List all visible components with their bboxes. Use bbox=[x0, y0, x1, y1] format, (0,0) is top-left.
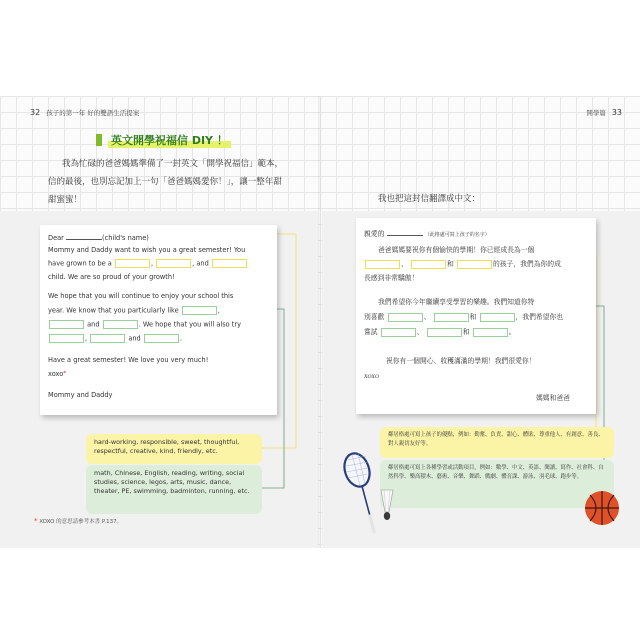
section-title-text: 英文開學祝福信 DIY ！ bbox=[108, 132, 231, 148]
zh-line-4: 長感到非常驕傲！ bbox=[364, 274, 419, 282]
en-dear: Dear bbox=[48, 234, 64, 242]
left-page-number: 32 bbox=[30, 108, 41, 117]
zh-subject-blank-3 bbox=[480, 313, 515, 322]
english-letter-card bbox=[40, 225, 277, 415]
en-and-3: and bbox=[128, 334, 141, 343]
footnote-asterisk-icon: * bbox=[34, 517, 38, 525]
zh-subject-blank-1 bbox=[388, 313, 423, 322]
book-spread bbox=[0, 96, 640, 548]
intro-line-2: 信的最後，也別忘記加上一句「爸爸媽媽愛你！」，讓一整年甜 bbox=[48, 177, 282, 187]
en-line-2: Mommy and Daddy want to wish you a great semester! You bbox=[48, 246, 246, 254]
zh-line-3 bbox=[364, 258, 561, 269]
trait-blank-3 bbox=[212, 259, 247, 268]
subject-blank-1 bbox=[182, 306, 217, 315]
right-page-number: 33 bbox=[611, 108, 622, 117]
section-title bbox=[96, 132, 231, 148]
zh-sep-1: 、 bbox=[401, 260, 408, 268]
basketball-icon bbox=[582, 488, 622, 528]
zh-he-2: 和 bbox=[469, 313, 477, 321]
name-blank bbox=[66, 233, 102, 240]
en-line-4: child. We are so proud of your growth! bbox=[48, 273, 175, 281]
translation-intro: 我也把這封信翻譯成中文： bbox=[378, 194, 481, 204]
book-gutter bbox=[318, 96, 322, 548]
zh-line-6 bbox=[364, 311, 563, 322]
zh-signature: 媽媽和爸爸 bbox=[536, 394, 570, 402]
zh-name-note: （此格處可寫上孩子的名字） bbox=[424, 232, 490, 238]
en-like-text: year. We know that you particularly like bbox=[48, 306, 179, 315]
zh-like: 別喜歡 bbox=[364, 313, 385, 321]
zh-subject-blank-2 bbox=[434, 313, 469, 322]
footnote-text: XOXO 的意思請參考本書 P.137。 bbox=[39, 519, 123, 525]
subject-blank-3 bbox=[103, 320, 138, 329]
intro-paragraph bbox=[48, 155, 294, 209]
right-running-title: 開學篇 bbox=[586, 109, 606, 117]
en-xoxo: xoxo bbox=[48, 370, 64, 378]
zh-he-1: 和 bbox=[446, 260, 454, 268]
en-and-2: and bbox=[87, 320, 100, 329]
chinese-subjects-box: 鄰居格處可寫上各種學習或活動項目，例如：數學、中文、英語、閱讀、寫作、社會科、自然科學、樂高積木、藝術、音樂、舞蹈、戲劇、體育課、游泳、羽毛球、跑步等。 bbox=[380, 460, 614, 508]
en-and: , and bbox=[192, 259, 209, 268]
zh-trait-blank-1 bbox=[365, 260, 400, 269]
left-page-header bbox=[30, 108, 139, 117]
en-line-1 bbox=[48, 233, 149, 242]
zh-line-8: 祝你有一個開心、收穫滿滿的學期！我們很愛你！ bbox=[386, 357, 536, 365]
subject-blank-2 bbox=[49, 320, 84, 329]
badminton-racket-icon bbox=[340, 448, 380, 538]
shuttlecock-icon bbox=[378, 488, 396, 522]
intro-line-3: 甜蜜蜜！ bbox=[48, 195, 83, 205]
zh-trait-blank-3 bbox=[457, 260, 492, 269]
intro-line-1: 我為忙碌的爸爸媽媽準備了一封英文「開學祝福信」範本， bbox=[62, 159, 284, 169]
zh-xoxo: XOXO bbox=[364, 374, 380, 380]
english-traits-box: hard-working, responsible, sweet, thoughtful, respectful, creative, kind, friendly, etc. bbox=[86, 434, 262, 464]
zh-trait-blank-2 bbox=[411, 260, 446, 269]
zh-subject-blank-5 bbox=[427, 328, 462, 337]
zh-hope: ，我們希望你也 bbox=[515, 313, 564, 321]
chinese-traits-box: 鄰居格處可寫上孩子的優點，例如：勤奮、負責、甜心、體貼、尊重他人、有創意、善良、對人親切友好等。 bbox=[380, 427, 614, 458]
asterisk-icon: * bbox=[63, 370, 67, 377]
en-line-10 bbox=[48, 370, 66, 378]
chinese-letter-card bbox=[356, 218, 596, 414]
en-try-text: . We hope that you will also try bbox=[138, 320, 241, 329]
zh-sep-2: 、 bbox=[423, 313, 431, 321]
zh-growth: 的孩子，我們為你的成 bbox=[492, 260, 561, 268]
en-childs-name: (child's name) bbox=[102, 234, 149, 242]
english-subjects-box: math, Chinese, English, reading, writing, social studies, science, legos, arts, music, dance, theater, PE, swimming, badminton, running, etc. bbox=[86, 465, 262, 514]
trait-blank-1 bbox=[115, 259, 150, 268]
zh-subject-blank-6 bbox=[473, 328, 508, 337]
title-marker bbox=[96, 134, 102, 146]
en-line-3 bbox=[48, 259, 248, 268]
zh-line-1 bbox=[364, 228, 490, 238]
footnote bbox=[34, 517, 122, 525]
trait-blank-2 bbox=[156, 259, 191, 268]
en-line-5: We hope that you will continue to enjoy your school this bbox=[48, 292, 234, 300]
zh-subject-blank-4 bbox=[381, 328, 416, 337]
en-comma: , bbox=[150, 259, 154, 268]
en-grown-text: have grown to be a bbox=[48, 259, 112, 268]
subject-blank-6 bbox=[144, 334, 179, 343]
en-line-7 bbox=[48, 320, 241, 329]
en-line-6: year. We know that you particularly like , bbox=[48, 306, 220, 315]
en-line-9: Have a great semester! We love you very much! bbox=[48, 356, 209, 364]
en-line-8: , and . bbox=[48, 334, 182, 343]
zh-line-5: 我們希望你今年繼續享受學習的樂趣。我們知道你特 bbox=[378, 298, 535, 306]
zh-line-2: 爸爸媽媽要祝你有個愉快的學期！你已經成長為一個 bbox=[378, 246, 535, 254]
zh-try: 嘗試 bbox=[364, 328, 378, 336]
subject-blank-5 bbox=[90, 334, 125, 343]
zh-line-7: 嘗試 、 和 。 bbox=[364, 328, 516, 336]
zh-he-3: 和 bbox=[462, 328, 470, 336]
left-running-title: 孩子的第一年 好的雙語生活提案 bbox=[46, 109, 140, 117]
zh-name-blank bbox=[387, 229, 423, 236]
subject-blank-4 bbox=[49, 334, 84, 343]
en-line-11: Mommy and Daddy bbox=[48, 391, 113, 399]
zh-dear: 親愛的 bbox=[364, 230, 385, 238]
right-page-header bbox=[586, 108, 622, 117]
